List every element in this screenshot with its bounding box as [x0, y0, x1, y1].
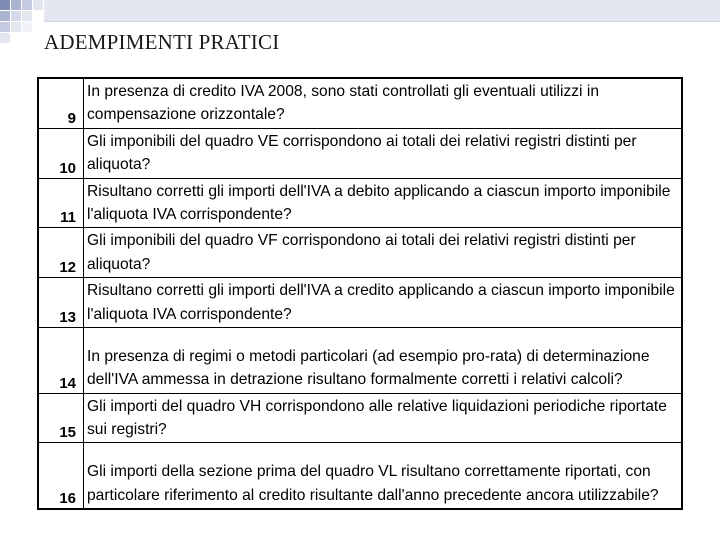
row-number: 15: [39, 394, 84, 443]
row-question: Risultano corretti gli importi dell'IVA a credito applicando a ciascun importo imponibile l'aliquota IVA corrispondente?: [87, 282, 675, 323]
table-row: [39, 227, 681, 277]
checklist-table: [37, 77, 683, 510]
row-number: 14: [39, 328, 84, 393]
row-question: Gli importi del quadro VH corrispondono alle relative liquidazioni periodiche riportate sui registri?: [87, 397, 667, 439]
row-number: 9: [39, 79, 84, 128]
page-title: ADEMPIMENTI PRATICI: [44, 30, 280, 54]
table-row: [39, 442, 681, 508]
row-number: 11: [39, 179, 84, 228]
row-number: 12: [39, 228, 84, 277]
table-row: [39, 128, 681, 178]
row-number: 10: [39, 129, 84, 178]
table-row: [39, 79, 681, 128]
row-question: Gli importi della sezione prima del quadro VL risultano correttamente riportati, con particolare riferimento al credito risultante dall'anno precedente ancora utilizzabile?: [87, 463, 659, 504]
table-row: [39, 178, 681, 228]
table-row: [39, 393, 681, 443]
table-row: [39, 277, 681, 327]
row-question: In presenza di regimi o metodi particolari (ad esempio pro-rata) di determinazione dell'IVA ammessa in detrazione risultano formalmente corretti i relativi calcoli?: [87, 347, 650, 389]
table-row: [39, 327, 681, 393]
row-number: 16: [39, 443, 84, 508]
row-question: Gli imponibili del quadro VF corrispondono ai totali dei relativi registri distinti per aliquota?: [87, 232, 636, 273]
row-number: 13: [39, 278, 84, 327]
row-question: Gli imponibili del quadro VE corrispondono ai totali dei relativi registri distinti per aliquota?: [87, 132, 637, 174]
row-question: Risultano corretti gli importi dell'IVA a debito applicando a ciascun importo imponibile l'aliquota IVA corrispondente?: [87, 182, 671, 224]
row-question: In presenza di credito IVA 2008, sono stati controllati gli eventuali utilizzi in compensazione orizzontale?: [87, 83, 599, 124]
